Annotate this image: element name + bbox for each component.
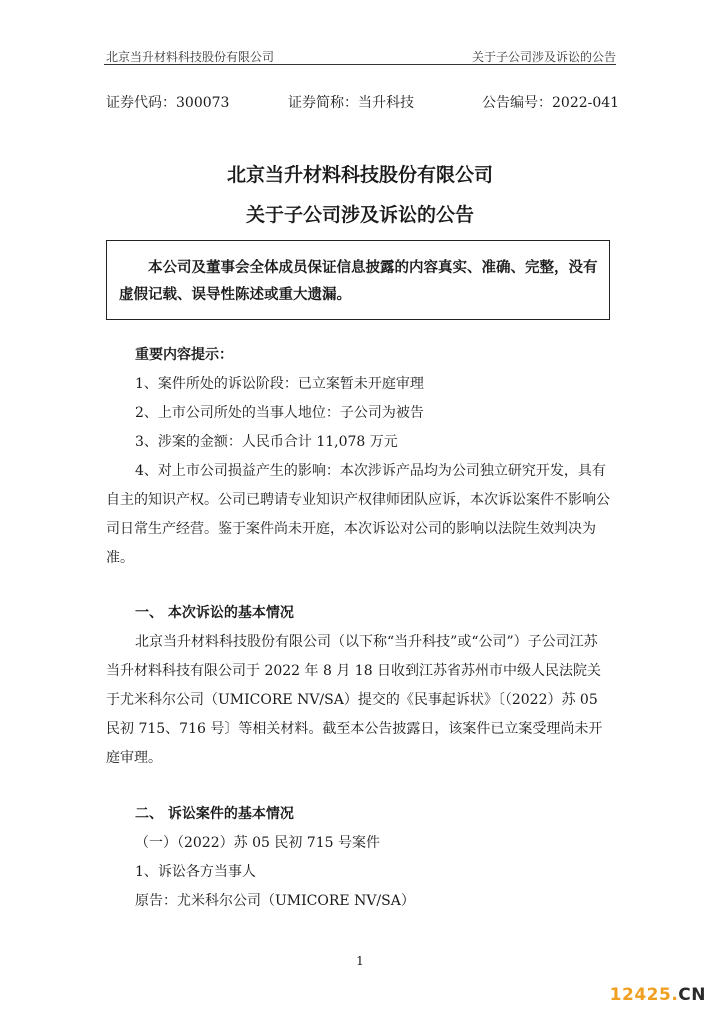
key-tip-item: 1、案件所处的诉讼阶段：已立案暂未开庭审理 — [135, 376, 424, 392]
document-title-company: 北京当升材料科技股份有限公司 — [226, 164, 493, 186]
document-title-subject: 关于子公司涉及诉讼的公告 — [245, 204, 474, 226]
header-company: 北京当升材料科技股份有限公司 — [106, 50, 275, 64]
disclaimer-box — [106, 240, 610, 320]
section-one-heading: 一、 本次诉讼的基本情况 — [135, 605, 294, 621]
announcement-number: 公告编号：2022-041 — [482, 95, 620, 111]
key-tip-item: 4、对上市公司损益产生的影响：本次涉诉产品均为公司独立研究开发，具有自主的知识产权。公司已聘请专业知识产权律师团队应诉，本次诉讼案件不影响公司日常生产经营。鉴于案件尚未开庭，本次诉讼对公司的影响以法院生效判决为准。 — [106, 463, 610, 566]
key-tip-item: 2、上市公司所处的当事人地位：子公司为被告 — [135, 405, 424, 421]
parties-heading: 1、诉讼各方当事人 — [135, 864, 256, 880]
watermark-suffix: CN — [678, 985, 706, 1005]
stock-abbreviation: 证券简称：当升科技 — [288, 95, 414, 111]
section-two — [106, 800, 610, 916]
section-two-heading: 二、 诉讼案件的基本情况 — [135, 806, 294, 822]
section-one-body: 北京当升材料科技股份有限公司（以下称“当升科技”或“公司”）子公司江苏当升材料科技有限公司于 2022 年 8 月 18 日收到江苏省苏州市中级人民法院关于尤米科尔公司（UMICORE NV/SA）提交的《民事起诉状》〔（2022）苏 05 民初 715、716 号〕等相关材料。截至本公告披露日，该案件已立案受理尚未开庭审理。 — [106, 634, 603, 766]
disclaimer-text: 本公司及董事会全体成员保证信息披露的内容真实、准确、完整，没有虚假记载、误导性陈述或重大遗漏。 — [119, 260, 598, 303]
header-divider — [104, 64, 616, 65]
section-one — [106, 599, 610, 773]
plaintiff-line: 原告：尤米科尔公司（UMICORE NV/SA） — [135, 893, 415, 909]
key-tips-heading: 重要内容提示： — [135, 347, 233, 363]
page-number: 1 — [356, 954, 364, 968]
site-watermark — [610, 985, 706, 1005]
key-tip-item: 3、涉案的金额：人民币合计 11,078 万元 — [135, 434, 398, 450]
case-subheading: （一）（2022）苏 05 民初 715 号案件 — [135, 835, 380, 851]
header-doc-title: 关于子公司涉及诉讼的公告 — [471, 50, 616, 64]
key-tips-section — [106, 341, 610, 573]
stock-code: 证券代码：300073 — [106, 95, 230, 111]
watermark-digits: 12425. — [609, 985, 679, 1005]
